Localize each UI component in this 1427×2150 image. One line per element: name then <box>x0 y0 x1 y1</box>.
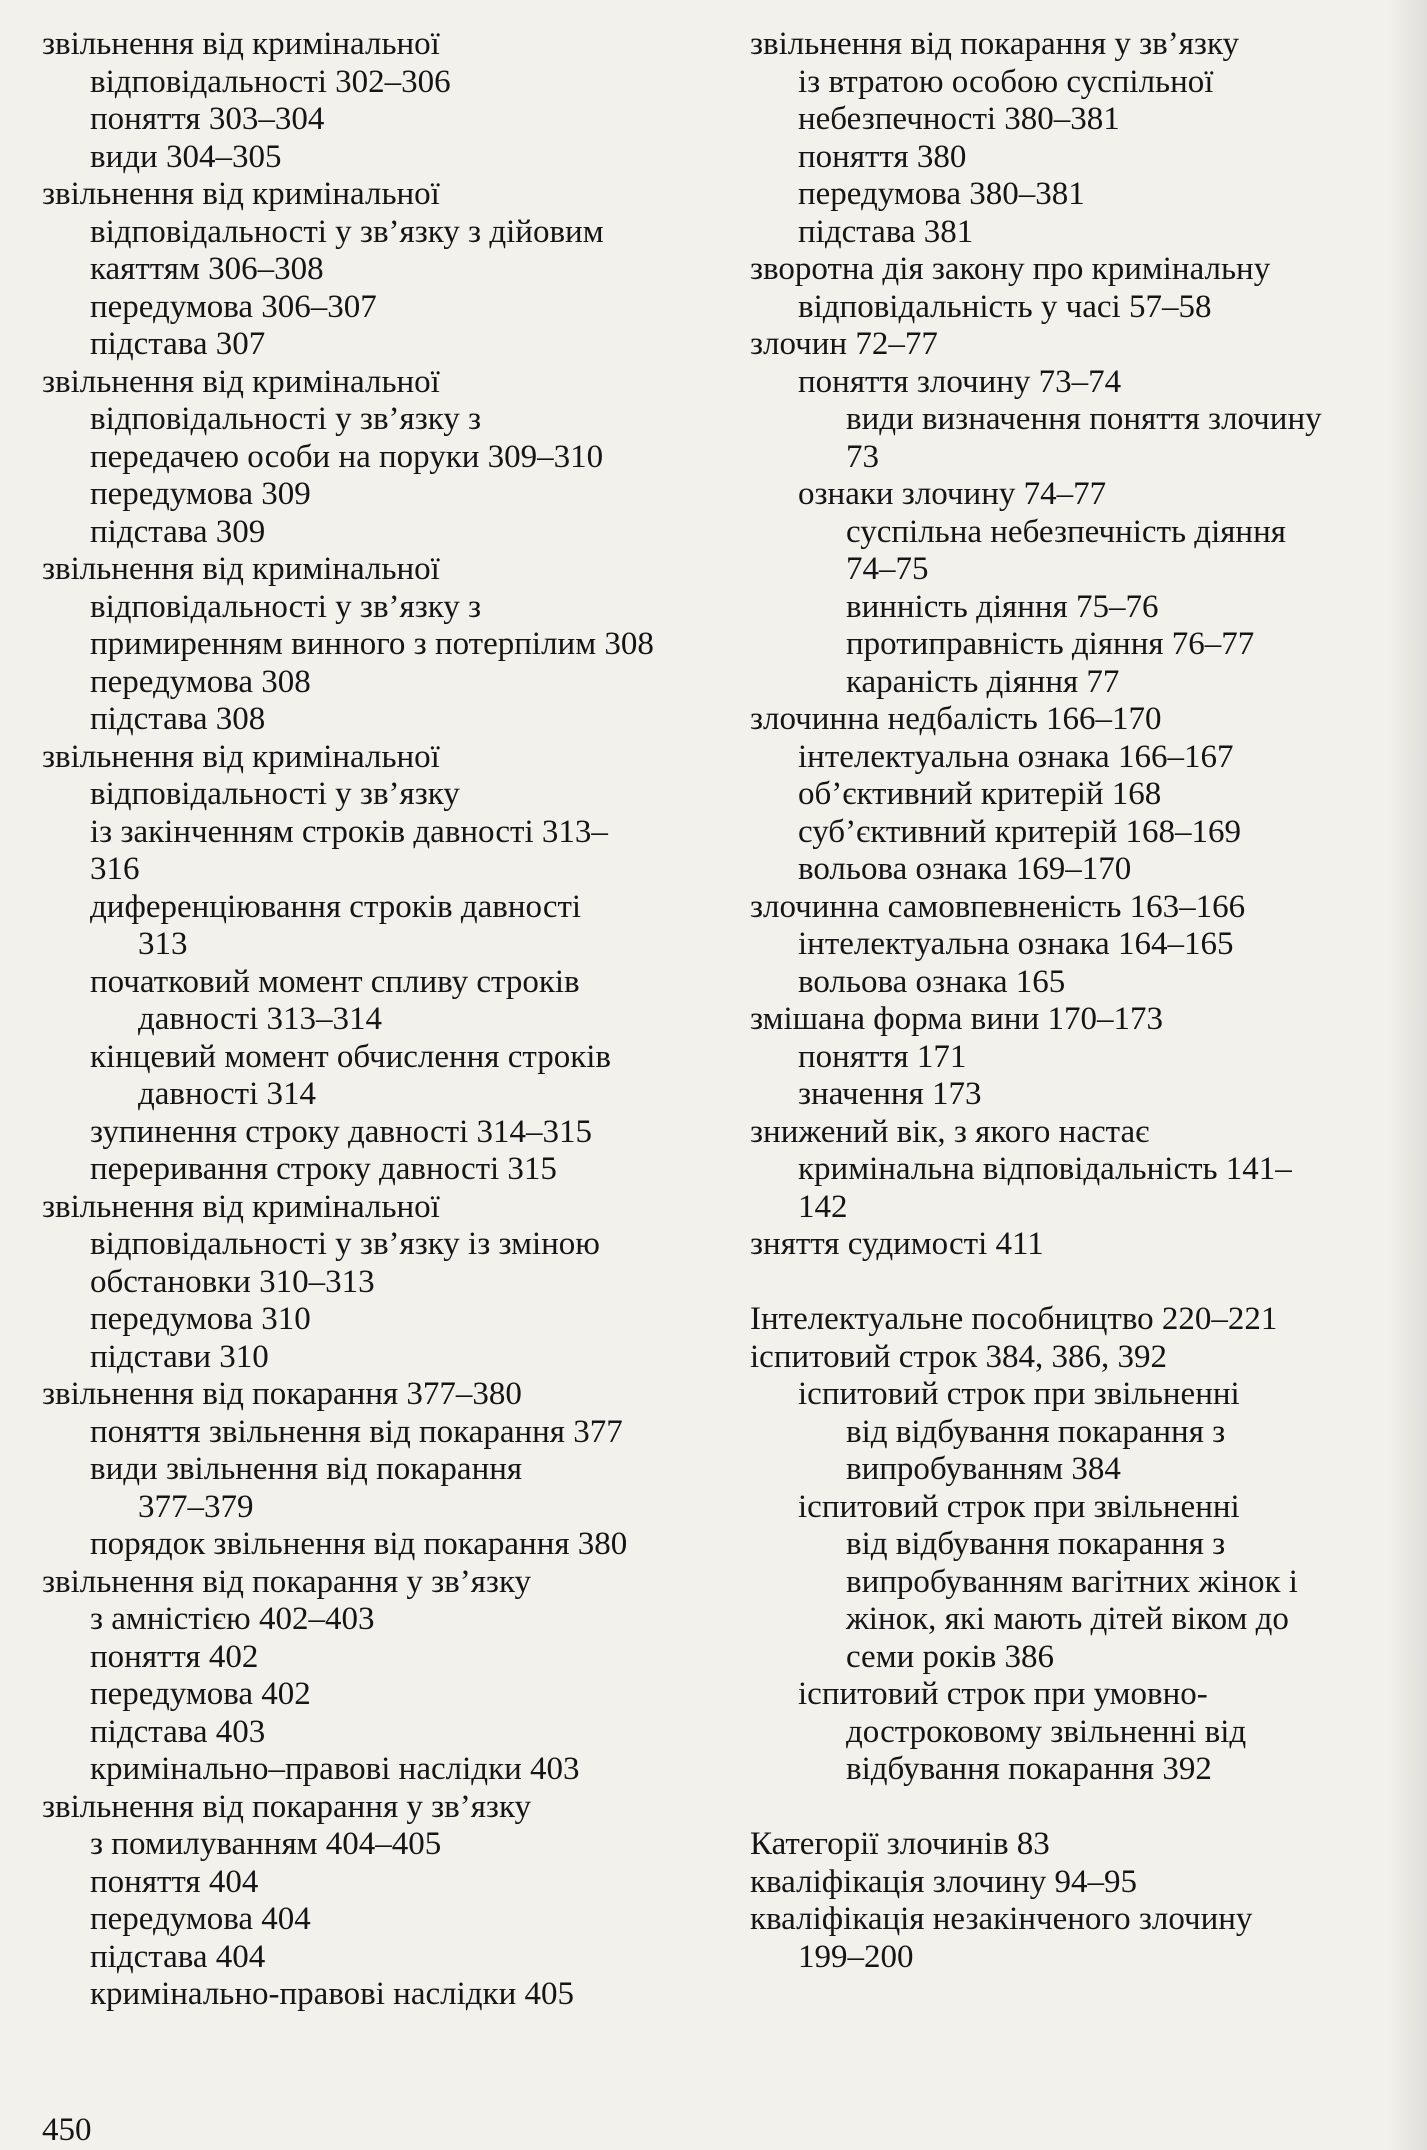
index-entry-sub: підстава 404 <box>90 1938 266 1975</box>
index-entry-sub: зупинення строку давності 314–315 <box>90 1113 592 1150</box>
index-entry-sub: 73 <box>846 438 879 475</box>
index-entry-sub: передумова 402 <box>90 1676 311 1712</box>
index-entry-sub: передумова 306–307 <box>90 288 377 325</box>
index-entry-sub: поняття звільнення від покарання 377 <box>90 1413 623 1450</box>
index-entry-sub: ознаки злочину 74–77 <box>798 476 1107 512</box>
index-entry-sub: жінок, які мають дітей віком до <box>846 1601 1289 1637</box>
index-entry-heading: звільнення від кримінальної <box>42 1188 440 1225</box>
index-entry-sub: достроковому звільненні від <box>846 1713 1247 1750</box>
index-entry-heading: Інтелектуальне пособництво 220–221 <box>750 1301 1278 1337</box>
index-entry-sub: види 304–305 <box>90 138 282 175</box>
index-entry-sub: передумова 380–381 <box>798 176 1085 212</box>
index-entry-heading: звільнення від кримінальної <box>42 363 440 400</box>
index-entry-sub: кримінально–правові наслідки 403 <box>90 1751 580 1787</box>
index-entry-sub: з амністією 402–403 <box>90 1601 375 1637</box>
index-entry-sub: передумова 404 <box>90 1901 311 1937</box>
index-entry-sub: 74–75 <box>846 551 929 587</box>
index-entry-sub: підстава 308 <box>90 701 266 737</box>
index-entry-sub: поняття 404 <box>90 1863 259 1900</box>
index-entry-heading: кваліфікація злочину 94–95 <box>750 1863 1138 1900</box>
index-entry-heading: звільнення від покарання у зв’язку <box>42 1563 532 1600</box>
index-entry-sub: іспитовий строк при умовно- <box>798 1676 1208 1712</box>
index-entry-sub: іспитовий строк при звільненні <box>798 1376 1240 1412</box>
index-entry-sub: поняття 380 <box>798 138 967 175</box>
index-entry-heading: звільнення від покарання у зв’язку <box>750 26 1240 62</box>
index-entry-sub: відповідальність у часі 57–58 <box>798 288 1212 325</box>
index-entry-sub: поняття злочину 73–74 <box>798 363 1122 400</box>
index-entry-sub: передумова 309 <box>90 476 311 512</box>
index-entry-sub: передумова 308 <box>90 663 311 700</box>
index-entry-sub: значення 173 <box>798 1076 982 1112</box>
index-entry-heading: іспитовий строк 384, 386, 392 <box>750 1338 1168 1375</box>
index-entry-sub: кримінальна відповідальність 141– <box>798 1151 1292 1187</box>
index-entry-heading: злочин 72–77 <box>750 326 938 362</box>
index-entry-heading: зворотна дія закону про кримінальну <box>750 251 1271 287</box>
index-entry-sub: вольова ознака 165 <box>798 963 1066 1000</box>
page-number: 450 <box>42 2112 92 2148</box>
index-entry-sub: 316 <box>90 851 140 887</box>
index-entry-sub: кінцевий момент обчислення строків <box>90 1038 611 1075</box>
page-edge-shadow <box>1387 0 1427 2150</box>
index-entry-sub: із закінченням строків давності 313– <box>90 813 608 850</box>
index-entry-sub: порядок звільнення від покарання 380 <box>90 1526 628 1562</box>
index-entry-sub: від відбування покарання з <box>846 1413 1226 1450</box>
index-entry-sub: види визначення поняття злочину <box>846 401 1322 437</box>
index-entry-sub: примиренням винного з потерпілим 308 <box>90 626 654 662</box>
index-entry-sub: протиправність діяння 76–77 <box>846 626 1255 662</box>
index-entry-sub: передумова 310 <box>90 1301 311 1337</box>
index-entry-sub: 142 <box>798 1188 848 1225</box>
index-entry-heading: змішана форма вини 170–173 <box>750 1001 1163 1037</box>
index-entry-sub: відповідальності у зв’язку із зміною <box>90 1226 600 1262</box>
index-entry-sub: відповідальності у зв’язку з <box>90 401 482 437</box>
index-entry-sub: об’єктивний критерій 168 <box>798 776 1162 812</box>
index-entry-heading: знижений вік, з якого настає <box>750 1113 1150 1150</box>
index-entry-heading: звільнення від кримінальної <box>42 26 440 62</box>
index-entry-sub: вольова ознака 169–170 <box>798 851 1132 887</box>
index-entry-sub: відповідальності 302–306 <box>90 63 451 100</box>
index-entry-sub: давності 314 <box>138 1076 316 1112</box>
index-entry-heading: звільнення від кримінальної <box>42 551 440 587</box>
index-entry-sub: підстава 381 <box>798 213 974 250</box>
index-entry-sub: передачею особи на поруки 309–310 <box>90 438 604 475</box>
index-entry-sub: поняття 171 <box>798 1038 967 1075</box>
index-entry-sub: каяттям 306–308 <box>90 251 324 287</box>
index-entry-sub: підстава 307 <box>90 326 266 362</box>
index-entry-sub: поняття 303–304 <box>90 101 325 137</box>
index-entry-sub: підстава 403 <box>90 1713 266 1750</box>
index-entry-sub: з помилуванням 404–405 <box>90 1826 442 1862</box>
index-entry-sub: із втратою особою суспільної <box>798 63 1214 100</box>
index-entry-heading: злочинна недбалість 166–170 <box>750 701 1162 737</box>
index-entry-sub: 199–200 <box>798 1938 914 1975</box>
index-entry-sub: випробуванням 384 <box>846 1451 1121 1487</box>
index-entry-heading: звільнення від покарання 377–380 <box>42 1376 522 1412</box>
index-entry-sub: інтелектуальна ознака 164–165 <box>798 926 1234 962</box>
index-entry-sub: початковий момент спливу строків <box>90 963 580 1000</box>
blank-line <box>750 1264 1390 1302</box>
index-entry-sub: відбування покарання 392 <box>846 1751 1212 1787</box>
index-entry-sub: іспитовий строк при звільненні <box>798 1488 1240 1525</box>
index-entry-sub: підстави 310 <box>90 1338 269 1375</box>
index-entry-sub: 377–379 <box>138 1488 254 1525</box>
index-entry-sub: винність діяння 75–76 <box>846 588 1159 625</box>
index-entry-heading: Категорії злочинів 83 <box>750 1826 1050 1862</box>
index-entry-sub: семи років 386 <box>846 1638 1055 1675</box>
index-entry-heading: злочинна самовпевненість 163–166 <box>750 888 1246 925</box>
index-entry-sub: суб’єктивний критерій 168–169 <box>798 813 1242 850</box>
index-entry-sub: від відбування покарання з <box>846 1526 1226 1562</box>
index-entry-heading: звільнення від кримінальної <box>42 738 440 775</box>
index-entry-heading: зняття судимості 411 <box>750 1226 1044 1262</box>
index-entry-sub: суспільна небезпечність діяння <box>846 513 1286 550</box>
index-entry-sub: відповідальності у зв’язку з <box>90 588 482 625</box>
index-entry-heading: кваліфікація незакінченого злочину <box>750 1901 1253 1937</box>
index-entry-sub: небезпечності 380–381 <box>798 101 1120 137</box>
index-entry-sub: переривання строку давності 315 <box>90 1151 557 1187</box>
index-entry-sub: поняття 402 <box>90 1638 259 1675</box>
index-entry-sub: давності 313–314 <box>138 1001 382 1037</box>
index-entry-sub: види звільнення від покарання <box>90 1451 523 1487</box>
index-entry-sub: кримінально-правові наслідки 405 <box>90 1976 574 2012</box>
index-entry-sub: підстава 309 <box>90 513 266 550</box>
index-entry-sub: обстановки 310–313 <box>90 1263 375 1300</box>
index-entry-sub: диференціювання строків давності <box>90 888 582 925</box>
index-entry-heading: звільнення від кримінальної <box>42 176 440 212</box>
index-column-right <box>750 26 1390 1976</box>
index-entry-sub: 313 <box>138 926 188 962</box>
index-entry-sub: відповідальності у зв’язку з дійовим <box>90 213 604 250</box>
index-entry-sub: караність діяння 77 <box>846 663 1120 700</box>
index-entry-sub: відповідальності у зв’язку <box>90 776 460 812</box>
index-column-left <box>42 26 742 2014</box>
index-entry-heading: звільнення від покарання у зв’язку <box>42 1788 532 1825</box>
index-entry-sub: випробуванням вагітних жінок і <box>846 1563 1298 1600</box>
index-entry-sub: інтелектуальна ознака 166–167 <box>798 738 1234 775</box>
blank-line <box>750 1789 1390 1827</box>
